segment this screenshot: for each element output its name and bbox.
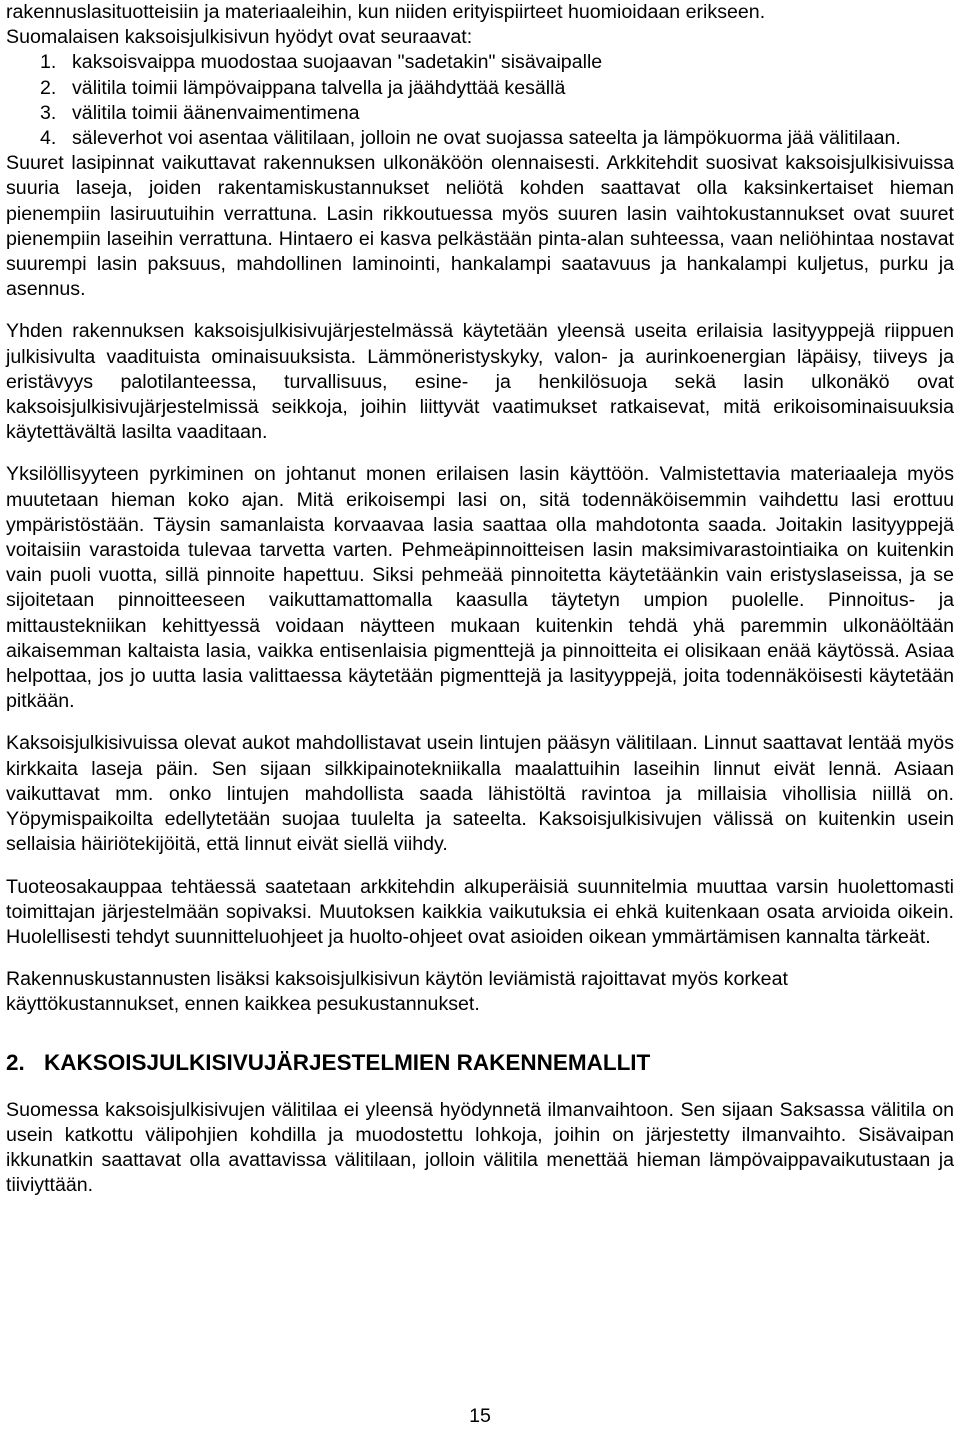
- paragraph-glass-surfaces: Suuret lasipinnat vaikuttavat rakennuksen ulkonäköön olennaisesti. Arkkitehdit suosivat kaksoisjulkisivuissa suuria laseja, joiden rakentamiskustannukset neliötä kohden saattavat olla kaksinkertaiset hieman pienempiin lasiruutuihin verrattuna. Lasin rikkoutuessa myös suuren lasin vaihtokustannukset ovat suuret pienempiin laseihin verrattuna. Hintaero ei kasva pelkästään pinta-alan suhteessa, vaan neliöhintaa nostavat suurempi lasin paksuus, mahdollinen laminointi, hankalampi saatavuus ja hankalampi kuljetus, purku ja asennus.: [6, 152, 954, 301]
- paragraph-product-trade: Tuoteosakauppaa tehtäessä saatetaan arkkitehdin alkuperäisiä suunnitelmia muuttaa varsin huolettomasti toimittajan järjestelmään sopivaksi. Muutoksen kaikkia vaikutuksia ei ehkä kuitenkaan osata arvioida oikein. Huolellisesti tehdyt suunnitteluohjeet ja huolto-ohjeet ovat asioiden oikean ymmärtämisen kannalta tärkeät.: [6, 875, 954, 948]
- list-item-number: 3.: [40, 101, 57, 124]
- paragraph-individuality: Yksilöllisyyteen pyrkiminen on johtanut monen erilaisen lasin käyttöön. Valmistettavia materiaaleja myös muutetaan hieman koko ajan. Mitä erikoisempi lasi on, sitä todennäköisemmin vaihdettu lasi erottuu ympäristöstään. Täysin samanlaista korvaavaa lasia saattaa olla mahdotonta saada. Joitakin lasityyppejä voitaisiin varastoida tulevaa tarvetta varten. Pehmeäpinnoitteisen lasin maksimivarastointiaika on kuitenkin vain puoli vuotta, sillä pinnoite hapettuu. Siksi pehmeää pinnoitetta käytetäänkin vain eristyslaseissa, ja se sijoitetaan pinnoitteeseen vaikuttamattomalla kaasulla täytetyn umpion puolelle. Pinnoitus- ja mittaustekniikan kehittyessä voidaan näytteen mukaan kuitenkin tehdä yhä paremmin ulkonäöltään aikaisemman kaltaista lasia, vaikka entisenlaisia pigmenttejä ja pinnoitteita ei olisikaan enää käytössä. Asiaa helpottaa, jos jo uutta lasia valittaessa käytetään pigmenttejä ja lasityyppejä, joita todennäköisesti käytetään pitkään.: [6, 463, 954, 713]
- list-item-text: kaksoisvaippa muodostaa suojaavan "sadetakin" sisävaipalle: [72, 51, 603, 74]
- paragraph-costs: Rakennuskustannusten lisäksi kaksoisjulkisivun käytön leviämistä rajoittavat myös korkeat käyttökustannukset, ennen kaikkea pesukustannukset.: [6, 968, 788, 1016]
- section-title: KAKSOISJULKISIVUJÄRJESTELMIEN RAKENNEMALLIT: [44, 1049, 651, 1075]
- list-item: [6, 50, 954, 75]
- list-item: [6, 126, 954, 151]
- paragraph-birds: Kaksoisjulkisivuissa olevat aukot mahdollistavat usein lintujen pääsyn välitilaan. Linnut saattavat lentää myös kirkkaita laseja päin. Sen sijaan silkkipainotekniikalla maalattuihin laseihin linnut eivät lennä. Asiaan vaikuttavat mm. onko lintujen mahdollista saada lähistöltä ravintoa ja millaisia vihollisia niillä on. Yöpymispaikoilta edellytetään suojaa tuulelta ja sateelta. Kaksoisjulkisivujen välissä on kuitenkin usein sellaisia häiriötekijöitä, että linnut eivät siellä viihdy.: [6, 732, 954, 856]
- paragraph-ventilation: Suomessa kaksoisjulkisivujen välitilaa ei yleensä hyödynnetä ilmanvaihtoon. Sen sijaan Saksassa välitila on usein katkottu välipohjien kohdilla ja muodostettu lohkoja, joihin on järjestetty ilmanvaihto. Sisävaipan ikkunatkin saattavat olla avattavissa välitilaan, jolloin välitila menettää hieman lämpövaippavaikutustaan ja tiiviyttään.: [6, 1098, 954, 1197]
- list-item-number: 4.: [40, 127, 57, 150]
- section-heading: [6, 1048, 954, 1078]
- list-item: [6, 76, 954, 101]
- document-page: [6, 0, 954, 1198]
- benefits-list: [6, 50, 954, 151]
- paragraph-glass-types: Yhden rakennuksen kaksoisjulkisivujärjestelmässä käytetään yleensä useita erilaisia lasityyppejä riippuen julkisivulta vaadituista ominaisuuksista. Lämmöneristyskyky, valon- ja aurinkoenergian läpäisy, tiiveys ja eristävyys palotilanteessa, turvallisuus, esine- ja henkilösuoja sekä lasin ulkonäkö ovat kaksoisjulkisivujärjestelmissä seikkoja, joihin liittyvät vaatimukset ratkaisevat, mitä erikoisominaisuuksia käytettävältä lasilta vaaditaan.: [6, 320, 954, 444]
- list-item: [6, 101, 954, 126]
- list-item-text: välitila toimii lämpövaippana talvella ja jäähdyttää kesällä: [72, 76, 566, 99]
- list-item-number: 2.: [40, 76, 57, 99]
- benefits-intro: Suomalaisen kaksoisjulkisivun hyödyt ovat seuraavat:: [6, 26, 473, 49]
- section-number: 2.: [6, 1049, 25, 1075]
- list-item-text: välitila toimii äänenvaimentimena: [72, 101, 360, 124]
- list-item-number: 1.: [40, 51, 57, 74]
- intro-line: rakennuslasituotteisiin ja materiaaleihin, kun niiden erityispiirteet huomioidaan erikseen.: [6, 1, 766, 23]
- page-number: 15: [469, 1405, 491, 1427]
- list-item-text: säleverhot voi asentaa välitilaan, jolloin ne ovat suojassa sateelta ja lämpökuorma jää välitilaan.: [72, 127, 901, 150]
